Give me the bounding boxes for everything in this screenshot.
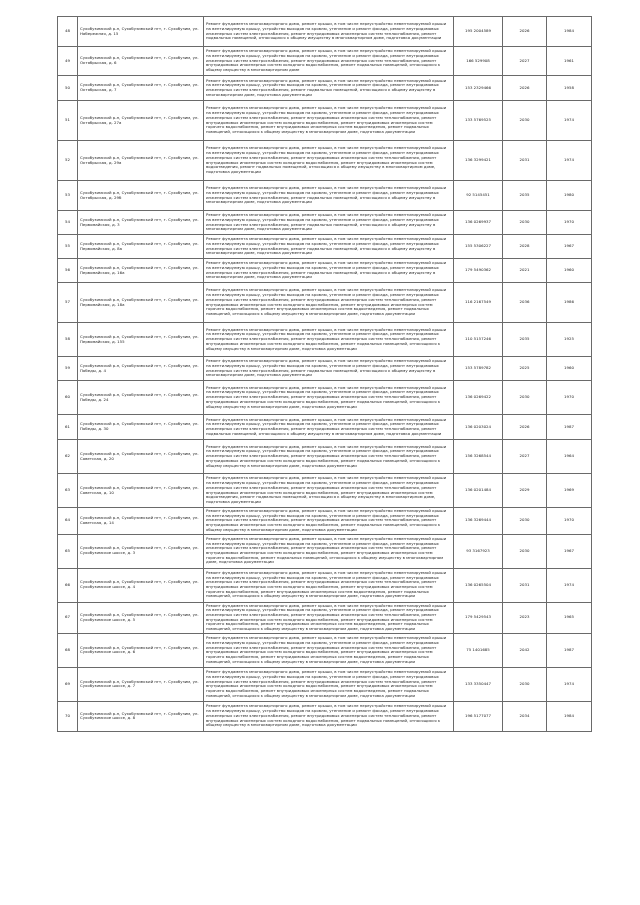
cost-cell: 196 5177077 xyxy=(454,701,503,731)
cost-cell: 110 5157246 xyxy=(454,323,503,357)
build-year-cell: 1974 xyxy=(547,141,592,181)
build-year-cell: 1970 xyxy=(547,211,592,235)
repair-year-cell: 2030 xyxy=(503,534,547,568)
build-year-cell: 1961 xyxy=(547,47,592,76)
works-cell: Ремонт фундамента многоквартирного дома, ремонт крыши, в том числе переустройство невентилируемой крыши на вентилируемую крышу, устройство выходов на кровлю, утепление и ремонт фасада, ремонт внутридомовых инженерных систем электроснабжения, ремонт подвальных помещений, относящихся к общему имуществу в многоквартирном доме, подготовка документации xyxy=(204,357,454,381)
table-row xyxy=(58,323,592,357)
address-cell: Сухобузимский р-н, Сухобузимский пгт, г. Сухобузим, ул. Победы, д. 30 xyxy=(78,415,204,440)
cost-cell: 166 529908 xyxy=(454,47,503,76)
table-row xyxy=(58,534,592,568)
address-cell: Сухобузимский р-н, Сухобузимский пгт, г. Сухобузим, ул. Октябрьская, д. 27а xyxy=(78,101,204,141)
address-cell: Сухобузимский р-н, Сухобузимский пгт, г. Сухобузим, ул. Первомайская, д. 18а xyxy=(78,283,204,323)
address-cell: Сухобузимский р-н, Сухобузимский пгт, г. Сухобузим, ул. Сухобузимское шоссе, д. 3 xyxy=(78,534,204,568)
cost-cell: 153 2329466 xyxy=(454,76,503,101)
works-cell: Ремонт фундамента многоквартирного дома, ремонт крыши, в том числе переустройство невентилируемой крыши на вентилируемую крышу, устройство выходов на кровлю, утепление и ремонт фасада, ремонт внутридомовых инженерных систем электроснабжения, ремонт подвальных помещений, относящихся к общему имуществу в многоквартирном доме, подготовка документации xyxy=(204,76,454,101)
row-number: 53 xyxy=(58,181,78,211)
row-number: 68 xyxy=(58,633,78,667)
table-row xyxy=(58,101,592,141)
address-cell: Сухобузимский р-н, Сухобузимский пгт, г. Сухобузим, ул. Победы, д. 24 xyxy=(78,381,204,415)
cost-cell: 136 3269444 xyxy=(454,508,503,535)
cost-cell: 133 5769525 xyxy=(454,101,503,141)
repair-year-cell: 2036 xyxy=(503,283,547,323)
table-row xyxy=(58,381,592,415)
table-row xyxy=(58,357,592,381)
works-cell: Ремонт фундамента многоквартирного дома, ремонт крыши, в том числе переустройство невентилируемой крыши на вентилируемую крышу, устройство выходов на кровлю, утепление и ремонт фасада, ремонт внутридомовых инженерных систем электроснабжения, ремонт внутридомовых инженерных систем теплоснабжения, ремонт внутридомовых инженерных систем холодного водоснабжения, ремонт внутридомовых инженерных систем водоотведения, ремонт подвальных помещений, относящихся к общему имуществу в многоквартирном доме, подготовка документации xyxy=(204,474,454,508)
build-year-cell: 1925 xyxy=(547,323,592,357)
address-cell: Сухобузимский р-н, Сухобузимский пгт, г. Сухобузим, ул. Сухобузимское шоссе, д. 8 xyxy=(78,701,204,731)
cost-cell: 153 5789782 xyxy=(454,357,503,381)
works-cell: Ремонт фундамента многоквартирного дома, ремонт крыши, в том числе переустройство невентилируемой крыши на вентилируемую крышу, устройство выходов на кровлю, утепление и ремонт фасада, ремонт внутридомовых инженерных систем электроснабжения, ремонт внутридомовых инженерных систем теплоснабжения, ремонт внутридомовых инженерных систем холодного водоснабжения, ремонт внутридомовых инженерных систем водоотведения, ремонт подвальных помещений, относящихся к общему имуществу в многоквартирном доме, подготовка документации xyxy=(204,141,454,181)
row-number: 62 xyxy=(58,440,78,474)
row-number: 65 xyxy=(58,534,78,568)
address-cell: Сухобузимский р-н, Сухобузимский пгт, г. Сухобузим, ул. Первомайская, д. 3 xyxy=(78,211,204,235)
repair-year-cell: 2029 xyxy=(503,474,547,508)
table-row xyxy=(58,440,592,474)
row-number: 57 xyxy=(58,283,78,323)
repair-year-cell: 2034 xyxy=(503,701,547,731)
row-number: 67 xyxy=(58,602,78,633)
works-cell: Ремонт фундамента многоквартирного дома, ремонт крыши, в том числе переустройство невентилируемой крыши на вентилируемую крышу, устройство выходов на кровлю, утепление и ремонт фасада, ремонт внутридомовых инженерных систем электроснабжения, ремонт подвальных помещений, относящихся к общему имуществу в многоквартирном доме, подготовка документации xyxy=(204,235,454,259)
build-year-cell: 1958 xyxy=(547,76,592,101)
cost-cell: 156 3268544 xyxy=(454,440,503,474)
works-cell: Ремонт фундамента многоквартирного дома, ремонт крыши, в том числе переустройство невентилируемой крыши на вентилируемую крышу, устройство выходов на кровлю, утепление и ремонт фасада, ремонт внутридомовых инженерных систем электроснабжения, ремонт подвальных помещений, относящихся к общему имуществу в многоквартирном доме, подготовка документации xyxy=(204,181,454,211)
repair-year-cell: 2025 xyxy=(503,357,547,381)
repair-year-cell: 2021 xyxy=(503,259,547,283)
works-cell: Ремонт фундамента многоквартирного дома, ремонт крыши, в том числе переустройство невентилируемой крыши на вентилируемую крышу, устройство выходов на кровлю, утепление и ремонт фасада, ремонт внутридомовых инженерных систем электроснабжения, ремонт внутридомовых инженерных систем теплоснабжения, ремонт внутридомовых инженерных систем холодного водоснабжения, ремонт внутридомовых инженерных систем горячего водоснабжения, ремонт подвальных помещений, относящихся к общему имуществу в многоквартирном доме, подготовка документации xyxy=(204,534,454,568)
build-year-cell: 1970 xyxy=(547,508,592,535)
row-number: 55 xyxy=(58,235,78,259)
address-cell: Сухобузимский р-н, Сухобузимский пгт, г. Сухобузим, ул. Сухобузимское шоссе, д. 6 xyxy=(78,633,204,667)
works-cell: Ремонт фундамента многоквартирного дома, ремонт крыши, в том числе переустройство невентилируемой крыши на вентилируемую крышу, устройство выходов на кровлю, утепление и ремонт фасада, ремонт внутридомовых инженерных систем электроснабжения, ремонт внутридомовых инженерных систем теплоснабжения, ремонт подвальных помещений, относящихся к общему имуществу в многоквартирном доме, подготовка документации xyxy=(204,415,454,440)
works-cell: Ремонт фундамента многоквартирного дома, ремонт крыши, в том числе переустройство невентилируемой крыши на вентилируемую крышу, устройство выходов на кровлю, утепление и ремонт фасада, ремонт внутридомовых инженерных систем электроснабжения, ремонт подвальных помещений, относящихся к общему имуществу в многоквартирном доме, подготовка документации xyxy=(204,211,454,235)
row-number: 58 xyxy=(58,323,78,357)
works-cell: Ремонт фундамента многоквартирного дома, ремонт крыши, в том числе переустройство невентилируемой крыши на вентилируемую крышу, устройство выходов на кровлю, утепление и ремонт фасада, ремонт внутридомовых инженерных систем электроснабжения, ремонт внутридомовых инженерных систем теплоснабжения, ремонт внутридомовых инженерных систем холодного водоснабжения, ремонт подвальных помещений, относящихся к общему имуществу в многоквартирном доме, подготовка документации xyxy=(204,508,454,535)
build-year-cell: 1967 xyxy=(547,235,592,259)
row-number: 49 xyxy=(58,47,78,76)
build-year-cell: 1964 xyxy=(547,440,592,474)
works-cell: Ремонт фундамента многоквартирного дома, ремонт крыши, в том числе переустройство невентилируемой крыши на вентилируемую крышу, устройство выходов на кровлю, утепление и ремонт фасада, ремонт внутридомовых инженерных систем электроснабжения, ремонт внутридомовых инженерных систем теплоснабжения, ремонт внутридомовых инженерных систем холодного водоснабжения, ремонт подвальных помещений, относящихся к общему имуществу в многоквартирном доме, подготовка документации xyxy=(204,701,454,731)
repair-year-cell: 2027 xyxy=(503,47,547,76)
build-year-cell: 1969 xyxy=(547,474,592,508)
row-number: 66 xyxy=(58,568,78,602)
cost-cell: 75 1401685 xyxy=(454,633,503,667)
table-row xyxy=(58,568,592,602)
build-year-cell: 1974 xyxy=(547,568,592,602)
build-year-cell: 1970 xyxy=(547,381,592,415)
build-year-cell: 1960 xyxy=(547,259,592,283)
table-row xyxy=(58,235,592,259)
works-cell: Ремонт фундамента многоквартирного дома, ремонт крыши, в том числе переустройство невентилируемой крыши на вентилируемую крышу, устройство выходов на кровлю, утепление и ремонт фасада, ремонт внутридомовых инженерных систем электроснабжения, ремонт подвальных помещений, относящихся к общему имуществу в многоквартирном доме, подготовка документации xyxy=(204,259,454,283)
cost-cell: 179 5429543 xyxy=(454,602,503,633)
repair-year-cell: 2031 xyxy=(503,141,547,181)
build-year-cell: 1984 xyxy=(547,701,592,731)
address-cell: Сухобузимский р-н, Сухобузимский пгт, г. Сухобузим, ул. Октябрьская, д. 6 xyxy=(78,47,204,76)
table-row xyxy=(58,667,592,701)
table-row xyxy=(58,474,592,508)
row-number: 51 xyxy=(58,101,78,141)
table-row xyxy=(58,508,592,535)
repair-year-cell: 2027 xyxy=(503,440,547,474)
repair-year-cell: 2031 xyxy=(503,568,547,602)
cost-cell: 155 5306227 xyxy=(454,235,503,259)
table-row xyxy=(58,701,592,731)
build-year-cell: 1987 xyxy=(547,415,592,440)
address-cell: Сухобузимский р-н, Сухобузимский пгт, г. Сухобузим, ул. Сухобузимское шоссе, д. 4 xyxy=(78,568,204,602)
cost-cell: 136 0203024 xyxy=(454,415,503,440)
build-year-cell: 1967 xyxy=(547,534,592,568)
table-row xyxy=(58,283,592,323)
table-row xyxy=(58,633,592,667)
cost-cell: 179 5490362 xyxy=(454,259,503,283)
works-cell: Ремонт фундамента многоквартирного дома, ремонт крыши, в том числе переустройство невентилируемой крыши на вентилируемую крышу, устройство выходов на кровлю, утепление и ремонт фасада, ремонт внутридомовых инженерных систем электроснабжения, ремонт внутридомовых инженерных систем теплоснабжения, ремонт внутридомовых инженерных систем холодного водоснабжения, ремонт подвальных помещений, относящихся к общему имуществу в многоквартирном доме, подготовка документации xyxy=(204,440,454,474)
address-cell: Сухобузимский р-н, Сухобузимский пгт, г. Сухобузим, ул. Первомайская, д. 16а xyxy=(78,259,204,283)
repair-year-cell: 2030 xyxy=(503,667,547,701)
row-number: 48 xyxy=(58,17,78,47)
table-row xyxy=(58,141,592,181)
works-cell: Ремонт фундамента многоквартирного дома, ремонт крыши, в том числе переустройство невентилируемой крыши на вентилируемую крышу, устройство выходов на кровлю, утепление и ремонт фасада, ремонт внутридомовых инженерных систем электроснабжения, ремонт внутридомовых инженерных систем теплоснабжения, ремонт подвальных помещений, относящихся к общему имуществу в многоквартирном доме, подготовка документации xyxy=(204,17,454,47)
address-cell: Сухобузимский р-н, Сухобузимский пгт, г. Сухобузим, ул. Советская, д. 14 xyxy=(78,508,204,535)
table-row xyxy=(58,602,592,633)
cost-cell: 136 0269422 xyxy=(454,381,503,415)
build-year-cell: 1974 xyxy=(547,667,592,701)
row-number: 69 xyxy=(58,667,78,701)
address-cell: Сухобузимский р-н, Сухобузимский пгт, г. Сухобузим, ул. Октябрьская, д. 7 xyxy=(78,76,204,101)
row-number: 56 xyxy=(58,259,78,283)
cost-cell: 136 0269937 xyxy=(454,211,503,235)
row-number: 50 xyxy=(58,76,78,101)
cost-cell: 136 0265504 xyxy=(454,568,503,602)
works-cell: Ремонт фундамента многоквартирного дома, ремонт крыши, в том числе переустройство невентилируемой крыши на вентилируемую крышу, устройство выходов на кровлю, утепление и ремонт фасада, ремонт внутридомовых инженерных систем электроснабжения, ремонт внутридомовых инженерных систем теплоснабжения, ремонт внутридомовых инженерных систем холодного водоснабжения, ремонт подвальных помещений, относящихся к общему имуществу в многоквартирном доме, подготовка документации xyxy=(204,381,454,415)
address-cell: Сухобузимский р-н, Сухобузимский пгт, г. Сухобузим, ул. Первомайская, д. 155 xyxy=(78,323,204,357)
cost-cell: 93 3167923 xyxy=(454,534,503,568)
table-row xyxy=(58,181,592,211)
row-number: 70 xyxy=(58,701,78,731)
table-body xyxy=(58,17,592,732)
table-row xyxy=(58,211,592,235)
works-cell: Ремонт фундамента многоквартирного дома, ремонт крыши, в том числе переустройство невентилируемой крыши на вентилируемую крышу, устройство выходов на кровлю, утепление и ремонт фасада, ремонт внутридомовых инженерных систем электроснабжения, ремонт внутридомовых инженерных систем теплоснабжения, ремонт внутридомовых инженерных систем холодного водоснабжения, ремонт подвальных помещений, относящихся к общему имуществу в многоквартирном доме, подготовка документации xyxy=(204,323,454,357)
works-cell: Ремонт фундамента многоквартирного дома, ремонт крыши, в том числе переустройство невентилируемой крыши на вентилируемую крышу, устройство выходов на кровлю, утепление и ремонт фасада, ремонт внутридомовых инженерных систем электроснабжения, ремонт внутридомовых инженерных систем теплоснабжения, ремонт внутридомовых инженерных систем холодного водоснабжения, ремонт подвальных помещений, относящихся к общему имуществу в многоквартирном доме xyxy=(204,47,454,76)
cost-cell: 116 2167549 xyxy=(454,283,503,323)
repair-year-cell: 2028 xyxy=(503,235,547,259)
build-year-cell: 1986 xyxy=(547,283,592,323)
repair-year-cell: 2035 xyxy=(503,323,547,357)
table-row xyxy=(58,259,592,283)
repair-year-cell: 2030 xyxy=(503,508,547,535)
capital-repair-table xyxy=(57,16,592,732)
cost-cell: 136 3299421 xyxy=(454,141,503,181)
repair-year-cell: 2030 xyxy=(503,101,547,141)
address-cell: Сухобузимский р-н, Сухобузимский пгт, г. Сухобузим, ул. Первомайская, д. 8а xyxy=(78,235,204,259)
address-cell: Сухобузимский р-н, Сухобузимский пгт, г. Сухобузим, ул. Октябрьская, д. 29б xyxy=(78,181,204,211)
works-cell: Ремонт фундамента многоквартирного дома, ремонт крыши, в том числе переустройство невентилируемой крыши на вентилируемую крышу, устройство выходов на кровлю, утепление и ремонт фасада, ремонт внутридомовых инженерных систем электроснабжения, ремонт внутридомовых инженерных систем теплоснабжения, ремонт внутридомовых инженерных систем холодного водоснабжения, ремонт внутридомовых инженерных систем горячего водоснабжения, ремонт внутридомовых инженерных систем водоотведения, ремонт подвальных помещений, относящихся к общему имуществу в многоквартирном доме, подготовка документации xyxy=(204,568,454,602)
works-cell: Ремонт фундамента многоквартирного дома, ремонт крыши, в том числе переустройство невентилируемой крыши на вентилируемую крышу, устройство выходов на кровлю, утепление и ремонт фасада, ремонт внутридомовых инженерных систем электроснабжения, ремонт внутридомовых инженерных систем теплоснабжения, ремонт внутридомовых инженерных систем холодного водоснабжения, ремонт внутридомовых инженерных систем горячего водоснабжения, ремонт внутридомовых инженерных систем водоотведения, ремонт подвальных помещений, относящихся к общему имуществу в многоквартирном доме, подготовка документации xyxy=(204,667,454,701)
address-cell: Сухобузимский р-н, Сухобузимский пгт, г. Сухобузим, ул. Победы, д. 4 xyxy=(78,357,204,381)
works-cell: Ремонт фундамента многоквартирного дома, ремонт крыши, в том числе переустройство невентилируемой крыши на вентилируемую крышу, устройство выходов на кровлю, утепление и ремонт фасада, ремонт внутридомовых инженерных систем электроснабжения, ремонт внутридомовых инженерных систем теплоснабжения, ремонт внутридомовых инженерных систем холодного водоснабжения, ремонт внутридомовых инженерных систем горячего водоснабжения, ремонт внутридомовых инженерных систем водоотведения, ремонт подвальных помещений, относящихся к общему имуществу в многоквартирном доме, подготовка документации xyxy=(204,602,454,633)
build-year-cell: 1960 xyxy=(547,357,592,381)
build-year-cell: 1980 xyxy=(547,181,592,211)
build-year-cell: 1987 xyxy=(547,633,592,667)
row-number: 63 xyxy=(58,474,78,508)
cost-cell: 136 0201484 xyxy=(454,474,503,508)
row-number: 59 xyxy=(58,357,78,381)
repair-year-cell: 2042 xyxy=(503,633,547,667)
address-cell: Сухобузимский р-н, Сухобузимский пгт, г. Сухобузим, ул. Сухобузимское шоссе, д. 7 xyxy=(78,667,204,701)
cost-cell: 133 3350447 xyxy=(454,667,503,701)
row-number: 60 xyxy=(58,381,78,415)
build-year-cell: 1984 xyxy=(547,17,592,47)
repair-year-cell: 2026 xyxy=(503,415,547,440)
table-row xyxy=(58,47,592,76)
works-cell: Ремонт фундамента многоквартирного дома, ремонт крыши, в том числе переустройство невентилируемой крыши на вентилируемую крышу, устройство выходов на кровлю, утепление и ремонт фасада, ремонт внутридомовых инженерных систем электроснабжения, ремонт внутридомовых инженерных систем теплоснабжения, ремонт внутридомовых инженерных систем холодного водоснабжения, ремонт внутридомовых инженерных систем горячего водоснабжения, ремонт внутридомовых инженерных систем водоотведения, ремонт подвальных помещений, относящихся к общему имуществу в многоквартирном доме, подготовка документации xyxy=(204,633,454,667)
works-cell: Ремонт фундамента многоквартирного дома, ремонт крыши, в том числе переустройство невентилируемой крыши на вентилируемую крышу, устройство выходов на кровлю, утепление и ремонт фасада, ремонт внутридомовых инженерных систем электроснабжения, ремонт внутридомовых инженерных систем теплоснабжения, ремонт внутридомовых инженерных систем холодного водоснабжения, ремонт внутридомовых инженерных систем горячего водоснабжения, ремонт внутридомовых инженерных систем водоотведения, ремонт подвальных помещений, относящихся к общему имуществу в многоквартирном доме, подготовка документации xyxy=(204,101,454,141)
row-number: 64 xyxy=(58,508,78,535)
repair-year-cell: 2035 xyxy=(503,181,547,211)
address-cell: Сухобузимский р-н, Сухобузимский пгт, г. Сухобузим, ул. Октябрьская, д. 29а xyxy=(78,141,204,181)
repair-year-cell: 2030 xyxy=(503,211,547,235)
address-cell: Сухобузимский р-н, Сухобузимский пгт, г. Сухобузим, ул. Сухобузимское шоссе, д. 5 xyxy=(78,602,204,633)
table-row xyxy=(58,76,592,101)
address-cell: Сухобузимский р-н, Сухобузимский пгт, г. Сухобузим, ул. Советская, д. 10 xyxy=(78,474,204,508)
works-cell: Ремонт фундамента многоквартирного дома, ремонт крыши, в том числе переустройство невентилируемой крыши на вентилируемую крышу, устройство выходов на кровлю, утепление и ремонт фасада, ремонт внутридомовых инженерных систем электроснабжения, ремонт внутридомовых инженерных систем теплоснабжения, ремонт внутридомовых инженерных систем холодного водоснабжения, ремонт внутридомовых инженерных систем горячего водоснабжения, ремонт внутридомовых инженерных систем водоотведения, ремонт подвальных помещений, относящихся к общему имуществу в многоквартирном доме, подготовка документации xyxy=(204,283,454,323)
table-row xyxy=(58,17,592,47)
build-year-cell: 1965 xyxy=(547,602,592,633)
cost-cell: 195 2004589 xyxy=(454,17,503,47)
repair-year-cell: 2030 xyxy=(503,381,547,415)
cost-cell: 92 5145451 xyxy=(454,181,503,211)
repair-year-cell: 2023 xyxy=(503,602,547,633)
row-number: 61 xyxy=(58,415,78,440)
row-number: 54 xyxy=(58,211,78,235)
address-cell: Сухобузимский р-н, Сухобузимский пгт, г. Сухобузим, ул. Советская, д. 20 xyxy=(78,440,204,474)
row-number: 52 xyxy=(58,141,78,181)
build-year-cell: 1974 xyxy=(547,101,592,141)
repair-year-cell: 2026 xyxy=(503,17,547,47)
address-cell: Сухобузимский р-н, Сухобузимский пгт, г. Сухобузим, ул. Набережная, д. 15 xyxy=(78,17,204,47)
repair-year-cell: 2026 xyxy=(503,76,547,101)
table-row xyxy=(58,415,592,440)
